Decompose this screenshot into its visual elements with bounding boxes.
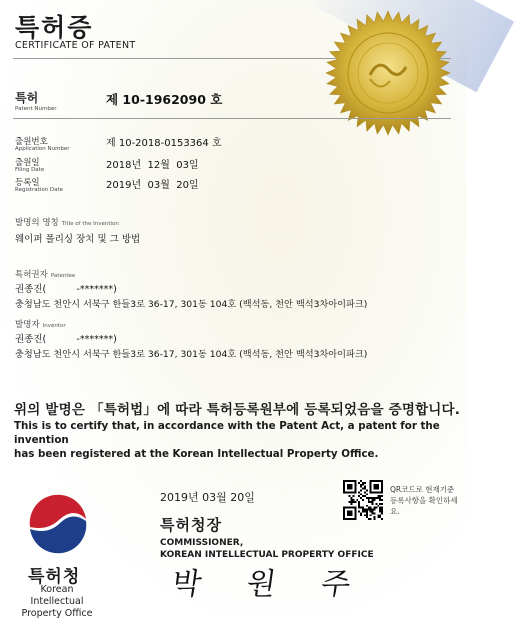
patentee-label-en: Patentee	[50, 273, 76, 279]
commissioner-title-en-line-1: COMMISSIONER,	[160, 538, 244, 548]
inventor-name: 권종진( -*******)	[15, 334, 117, 345]
svg-text:박 원 주: 박 원 주	[169, 567, 371, 602]
commissioner-signature	[169, 558, 371, 608]
certification-statement-en	[14, 419, 467, 461]
inventor-label-ko: 발명자	[15, 320, 40, 330]
registration-date-label: 등록일	[15, 178, 40, 188]
kipo-name-en	[14, 584, 100, 620]
certificate-title-en: CERTIFICATE OF PATENT	[15, 40, 136, 51]
patent-number-value: 제 10-1962090 호	[106, 92, 223, 107]
kipo-name-ko: 특허청	[28, 567, 81, 587]
inventor-label-en: Inventor	[42, 323, 66, 329]
qr-note	[390, 484, 467, 517]
qr-note-line-2: 등록사항을 확인하세요.	[390, 496, 458, 516]
gold-seal-icon	[323, 3, 453, 143]
invention-title-label-en: Title of the Invention	[61, 221, 119, 227]
registration-date-label-en: Registration Date	[15, 187, 64, 193]
application-number-value: 제 10-2018-0153364 호	[106, 138, 222, 149]
patentee-label	[15, 268, 75, 280]
certificate-title-ko: 특허증	[15, 13, 94, 42]
qr-code-icon[interactable]	[343, 480, 383, 520]
patentee-name: 권종진( -*******)	[15, 284, 117, 295]
registration-date-value: 2019년 03월 20일	[106, 180, 199, 191]
qr-note-line-1: QR코드로 현재기준	[390, 485, 455, 494]
inventor-label	[15, 318, 66, 330]
commissioner-title-en-line-2: KOREAN INTELLECTUAL PROPERTY OFFICE	[160, 550, 374, 560]
certification-statement-ko: 위의 발명은 「특허법」에 따라 특허등록원부에 등록되었음을 증명합니다.	[14, 402, 461, 418]
patent-number-label: 특허	[15, 91, 39, 105]
certification-line-2: has been registered at the Korean Intellectual Property Office.	[14, 448, 379, 460]
application-number-label-en: Application Number	[15, 146, 70, 152]
section-divider	[13, 118, 451, 119]
patentee-address: 충청남도 천안시 서북구 한들3로 36-17, 301동 104호 (백석동, 천안 백석3차아이파크)	[15, 299, 368, 310]
commissioner-title-ko: 특허청장	[160, 516, 222, 534]
filing-date-label: 출원일	[15, 158, 40, 168]
patent-number-label-en: Patent Number	[15, 106, 57, 112]
invention-title-label-ko: 발명의 명칭	[15, 218, 59, 228]
filing-date-label-en: Filing Date	[15, 167, 45, 173]
kipo-name-en-line-2: Property Office	[21, 608, 93, 619]
issue-date: 2019년 03월 20일	[160, 491, 255, 504]
application-number-label: 출원번호	[15, 137, 48, 147]
invention-title-value: 웨이퍼 폴리싱 장치 및 그 방법	[15, 234, 141, 245]
filing-date-value: 2018년 12월 03일	[106, 160, 199, 171]
invention-title-label	[15, 216, 119, 228]
certification-line-1: This is to certify that, in accordance with the Patent Act, a patent for the invention	[14, 420, 440, 446]
patentee-label-ko: 특허권자	[15, 270, 48, 280]
kipo-name-en-line-1: Korean Intellectual	[30, 584, 84, 607]
inventor-address: 충청남도 천안시 서북구 한들3로 36-17, 301동 104호 (백석동, 천안 백석3차아이파크)	[15, 349, 368, 360]
kipo-emblem-icon	[22, 489, 94, 561]
